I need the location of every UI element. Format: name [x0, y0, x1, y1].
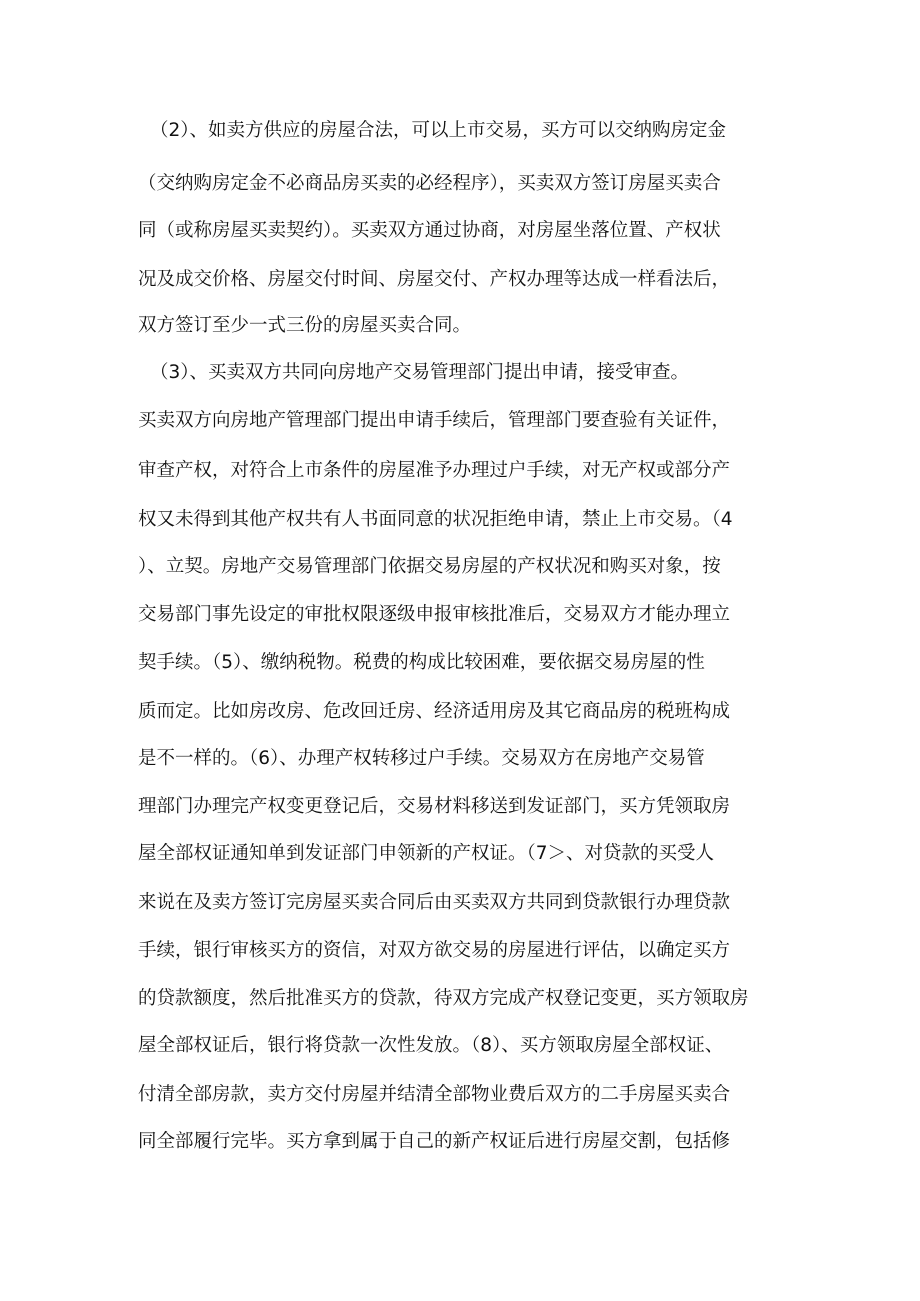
text-line: 权又未得到其他产权共有人书面同意的状况拒绝申请，禁止上市交易。（4: [138, 509, 733, 530]
text-line: 契手续。（5）、缴纳税物。税费的构成比较困难，要依据交易房屋的性: [138, 652, 705, 673]
text-line: 手续，银行审核买方的资信，对双方欲交易的房屋进行评估，以确定买方: [138, 940, 731, 961]
text-line: 屋全部权证通知单到发证部门申领新的产权证。（7＞、对贷款的买受人: [138, 843, 715, 864]
text-line: 的贷款额度，然后批准买方的贷款，待双方完成产权登记变更，买方领取房: [138, 988, 749, 1009]
text-line: 况及成交价格、房屋交付时间、房屋交付、产权办理等达成一样看法后，: [138, 269, 731, 290]
text-line: 是不一样的。（6）、办理产权转移过户手续。交易双方在房地产交易管: [138, 748, 705, 769]
text-line: 付清全部房款，卖方交付房屋并结清全部物业费后双方的二手房屋买卖合: [138, 1084, 731, 1105]
text-line: 买卖双方向房地产管理部门提出申请手续后，管理部门要查验有关证件，: [138, 410, 731, 431]
text-line: （交纳购房定金不必商品房买卖的必经程序），买卖双方签订房屋买卖合: [138, 173, 721, 194]
text-line: 理部门办理完产权变更登记后，交易材料移送到发证部门，买方凭领取房: [138, 796, 731, 817]
text-line: 审查产权，对符合上市条件的房屋准予办理过户手续，对无产权或部分产: [138, 460, 731, 481]
text-line: （3）、买卖双方共同向房地产交易管理部门提出申请，接受审查。: [150, 362, 690, 383]
text-line: 同（或称房屋买卖契约）。买卖双方通过协商，对房屋坐落位置、产权状: [138, 220, 721, 241]
text-line: 交易部门事先设定的审批权限逐级申报审核批准后，交易双方才能办理立: [138, 604, 731, 625]
text-line: 双方签订至少一式三份的房屋买卖合同。: [138, 315, 472, 336]
text-line: 来说在及卖方签订完房屋买卖合同后由买卖双方共同到贷款银行办理贷款: [138, 892, 731, 913]
text-line: 同全部履行完毕。买方拿到属于自己的新产权证后进行房屋交割，包括修: [138, 1131, 731, 1152]
text-line: ）、立契。房地产交易管理部门依据交易房屋的产权状况和购买对象，按: [138, 556, 721, 577]
text-line: 屋全部权证后，银行将贷款一次性发放。（8）、买方领取房屋全部权证、: [138, 1035, 724, 1056]
text-line: 质而定。比如房改房、危改回迁房、经济适用房及其它商品房的税班构成: [138, 701, 731, 722]
text-line: （2）、如卖方供应的房屋合法，可以上市交易，买方可以交纳购房定金: [150, 120, 727, 141]
